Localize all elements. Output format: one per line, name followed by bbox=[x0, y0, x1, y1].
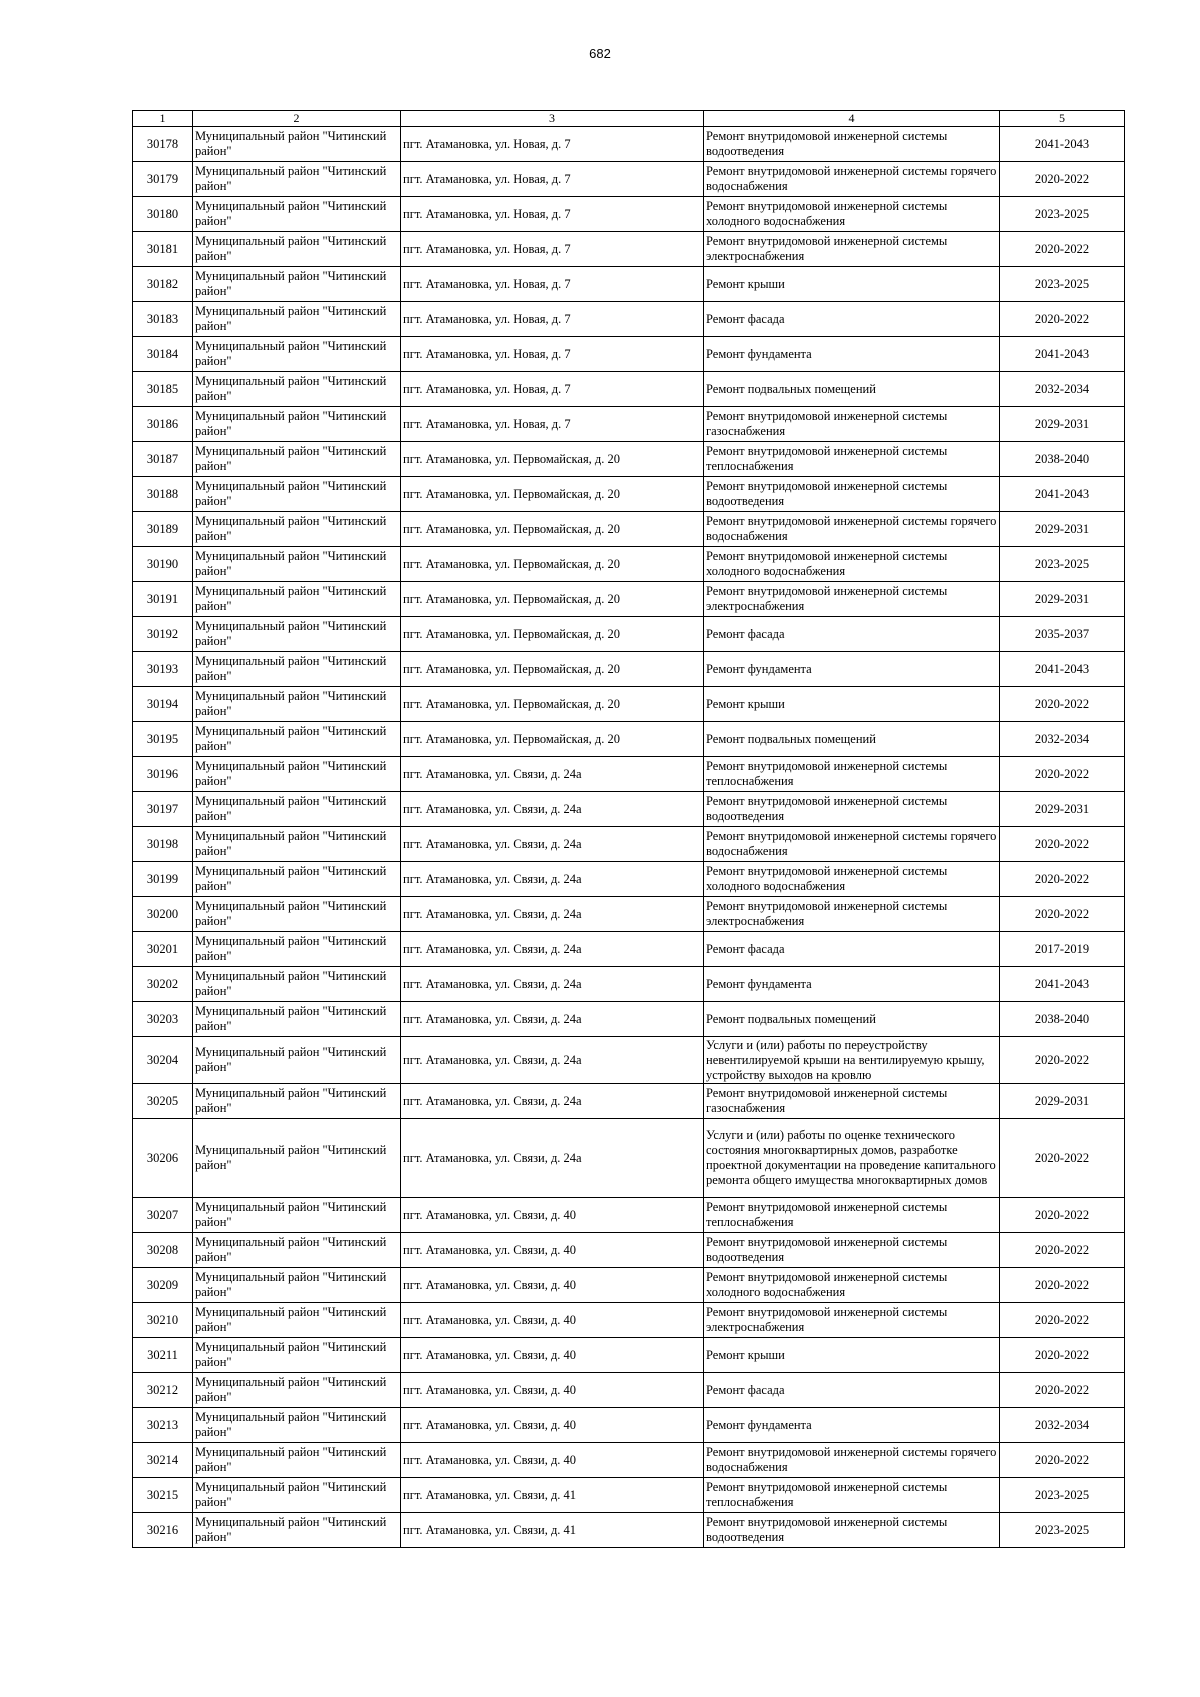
address-cell: пгт. Атамановка, ул. Связи, д. 24а bbox=[401, 1119, 704, 1198]
address-cell: пгт. Атамановка, ул. Первомайская, д. 20 bbox=[401, 547, 704, 582]
municipality-cell: Муниципальный район "Читинский район" bbox=[193, 897, 401, 932]
table-row bbox=[133, 197, 1125, 232]
table-header bbox=[133, 111, 1125, 127]
period-cell: 2020-2022 bbox=[1000, 827, 1125, 862]
table-row bbox=[133, 757, 1125, 792]
municipality-cell: Муниципальный район "Читинский район" bbox=[193, 442, 401, 477]
address-cell: пгт. Атамановка, ул. Новая, д. 7 bbox=[401, 232, 704, 267]
row-number-cell: 30201 bbox=[133, 932, 193, 967]
period-cell: 2020-2022 bbox=[1000, 1268, 1125, 1303]
table-row bbox=[133, 652, 1125, 687]
municipality-cell: Муниципальный район "Читинский район" bbox=[193, 1268, 401, 1303]
period-cell: 2032-2034 bbox=[1000, 722, 1125, 757]
municipality-cell: Муниципальный район "Читинский район" bbox=[193, 302, 401, 337]
municipality-cell: Муниципальный район "Читинский район" bbox=[193, 512, 401, 547]
row-number-cell: 30209 bbox=[133, 1268, 193, 1303]
period-cell: 2023-2025 bbox=[1000, 1478, 1125, 1513]
address-cell: пгт. Атамановка, ул. Первомайская, д. 20 bbox=[401, 512, 704, 547]
row-number-cell: 30199 bbox=[133, 862, 193, 897]
table-body bbox=[133, 127, 1125, 1548]
work-type-cell: Ремонт внутридомовой инженерной системы теплоснабжения bbox=[704, 1478, 1000, 1513]
municipality-cell: Муниципальный район "Читинский район" bbox=[193, 1443, 401, 1478]
table-row bbox=[133, 792, 1125, 827]
period-cell: 2020-2022 bbox=[1000, 162, 1125, 197]
table-row bbox=[133, 337, 1125, 372]
table-row bbox=[133, 442, 1125, 477]
municipality-cell: Муниципальный район "Читинский район" bbox=[193, 232, 401, 267]
period-cell: 2038-2040 bbox=[1000, 442, 1125, 477]
work-type-cell: Ремонт внутридомовой инженерной системы холодного водоснабжения bbox=[704, 862, 1000, 897]
row-number-cell: 30186 bbox=[133, 407, 193, 442]
municipality-cell: Муниципальный район "Читинский район" bbox=[193, 617, 401, 652]
work-type-cell: Ремонт внутридомовой инженерной системы теплоснабжения bbox=[704, 442, 1000, 477]
municipality-cell: Муниципальный район "Читинский район" bbox=[193, 1408, 401, 1443]
municipality-cell: Муниципальный район "Читинский район" bbox=[193, 932, 401, 967]
period-cell: 2020-2022 bbox=[1000, 1119, 1125, 1198]
row-number-cell: 30206 bbox=[133, 1119, 193, 1198]
period-cell: 2029-2031 bbox=[1000, 512, 1125, 547]
period-cell: 2020-2022 bbox=[1000, 687, 1125, 722]
address-cell: пгт. Атамановка, ул. Первомайская, д. 20 bbox=[401, 617, 704, 652]
row-number-cell: 30213 bbox=[133, 1408, 193, 1443]
municipality-cell: Муниципальный район "Читинский район" bbox=[193, 407, 401, 442]
period-cell: 2020-2022 bbox=[1000, 897, 1125, 932]
address-cell: пгт. Атамановка, ул. Связи, д. 41 bbox=[401, 1478, 704, 1513]
work-type-cell: Ремонт подвальных помещений bbox=[704, 722, 1000, 757]
municipality-cell: Муниципальный район "Читинский район" bbox=[193, 1119, 401, 1198]
table-row bbox=[133, 1408, 1125, 1443]
row-number-cell: 30193 bbox=[133, 652, 193, 687]
address-cell: пгт. Атамановка, ул. Новая, д. 7 bbox=[401, 337, 704, 372]
address-cell: пгт. Атамановка, ул. Связи, д. 40 bbox=[401, 1303, 704, 1338]
work-type-cell: Ремонт фундамента bbox=[704, 967, 1000, 1002]
municipality-cell: Муниципальный район "Читинский район" bbox=[193, 792, 401, 827]
address-cell: пгт. Атамановка, ул. Первомайская, д. 20 bbox=[401, 477, 704, 512]
row-number-cell: 30214 bbox=[133, 1443, 193, 1478]
address-cell: пгт. Атамановка, ул. Новая, д. 7 bbox=[401, 267, 704, 302]
table-row bbox=[133, 827, 1125, 862]
row-number-cell: 30188 bbox=[133, 477, 193, 512]
work-type-cell: Ремонт внутридомовой инженерной системы холодного водоснабжения bbox=[704, 547, 1000, 582]
row-number-cell: 30195 bbox=[133, 722, 193, 757]
table-row bbox=[133, 617, 1125, 652]
work-type-cell: Ремонт внутридомовой инженерной системы холодного водоснабжения bbox=[704, 1268, 1000, 1303]
municipality-cell: Муниципальный район "Читинский район" bbox=[193, 372, 401, 407]
work-type-cell: Ремонт крыши bbox=[704, 687, 1000, 722]
work-type-cell: Ремонт фасада bbox=[704, 302, 1000, 337]
address-cell: пгт. Атамановка, ул. Связи, д. 40 bbox=[401, 1268, 704, 1303]
row-number-cell: 30194 bbox=[133, 687, 193, 722]
municipality-cell: Муниципальный район "Читинский район" bbox=[193, 1002, 401, 1037]
municipality-cell: Муниципальный район "Читинский район" bbox=[193, 862, 401, 897]
period-cell: 2032-2034 bbox=[1000, 1408, 1125, 1443]
period-cell: 2023-2025 bbox=[1000, 1513, 1125, 1548]
table-row bbox=[133, 1119, 1125, 1198]
period-cell: 2023-2025 bbox=[1000, 267, 1125, 302]
municipality-cell: Муниципальный район "Читинский район" bbox=[193, 1478, 401, 1513]
table-row bbox=[133, 862, 1125, 897]
municipality-cell: Муниципальный район "Читинский район" bbox=[193, 547, 401, 582]
row-number-cell: 30207 bbox=[133, 1198, 193, 1233]
address-cell: пгт. Атамановка, ул. Первомайская, д. 20 bbox=[401, 442, 704, 477]
header-cell-5: 5 bbox=[1000, 111, 1125, 127]
period-cell: 2020-2022 bbox=[1000, 1373, 1125, 1408]
period-cell: 2029-2031 bbox=[1000, 582, 1125, 617]
municipality-cell: Муниципальный район "Читинский район" bbox=[193, 827, 401, 862]
table-row bbox=[133, 582, 1125, 617]
table-row bbox=[133, 162, 1125, 197]
work-type-cell: Ремонт внутридомовой инженерной системы электроснабжения bbox=[704, 897, 1000, 932]
work-type-cell: Ремонт внутридомовой инженерной системы водоотведения bbox=[704, 127, 1000, 162]
period-cell: 2020-2022 bbox=[1000, 1303, 1125, 1338]
table-row bbox=[133, 897, 1125, 932]
period-cell: 2020-2022 bbox=[1000, 302, 1125, 337]
address-cell: пгт. Атамановка, ул. Связи, д. 24а bbox=[401, 827, 704, 862]
table-row bbox=[133, 267, 1125, 302]
address-cell: пгт. Атамановка, ул. Первомайская, д. 20 bbox=[401, 582, 704, 617]
table-row bbox=[133, 1373, 1125, 1408]
work-type-cell: Ремонт внутридомовой инженерной системы электроснабжения bbox=[704, 232, 1000, 267]
municipality-cell: Муниципальный район "Читинский район" bbox=[193, 582, 401, 617]
header-cell-3: 3 bbox=[401, 111, 704, 127]
work-type-cell: Услуги и (или) работы по переустройству невентилируемой крыши на вентилируемую крышу, устройству выходов на кровлю bbox=[704, 1037, 1000, 1084]
row-number-cell: 30208 bbox=[133, 1233, 193, 1268]
work-type-cell: Ремонт подвальных помещений bbox=[704, 372, 1000, 407]
address-cell: пгт. Атамановка, ул. Новая, д. 7 bbox=[401, 407, 704, 442]
row-number-cell: 30178 bbox=[133, 127, 193, 162]
municipality-cell: Муниципальный район "Читинский район" bbox=[193, 687, 401, 722]
work-type-cell: Ремонт внутридомовой инженерной системы водоотведения bbox=[704, 1513, 1000, 1548]
work-type-cell: Ремонт крыши bbox=[704, 1338, 1000, 1373]
period-cell: 2029-2031 bbox=[1000, 407, 1125, 442]
period-cell: 2029-2031 bbox=[1000, 1084, 1125, 1119]
work-type-cell: Ремонт внутридомовой инженерной системы горячего водоснабжения bbox=[704, 827, 1000, 862]
period-cell: 2038-2040 bbox=[1000, 1002, 1125, 1037]
table-row bbox=[133, 932, 1125, 967]
address-cell: пгт. Атамановка, ул. Связи, д. 40 bbox=[401, 1198, 704, 1233]
address-cell: пгт. Атамановка, ул. Первомайская, д. 20 bbox=[401, 652, 704, 687]
row-number-cell: 30196 bbox=[133, 757, 193, 792]
page-number: 682 bbox=[589, 46, 611, 61]
header-cell-2: 2 bbox=[193, 111, 401, 127]
period-cell: 2041-2043 bbox=[1000, 127, 1125, 162]
address-cell: пгт. Атамановка, ул. Связи, д. 40 bbox=[401, 1233, 704, 1268]
row-number-cell: 30210 bbox=[133, 1303, 193, 1338]
work-type-cell: Ремонт фундамента bbox=[704, 652, 1000, 687]
period-cell: 2041-2043 bbox=[1000, 337, 1125, 372]
table-row bbox=[133, 1443, 1125, 1478]
address-cell: пгт. Атамановка, ул. Связи, д. 24а bbox=[401, 932, 704, 967]
table-row bbox=[133, 127, 1125, 162]
address-cell: пгт. Атамановка, ул. Связи, д. 24а bbox=[401, 1084, 704, 1119]
municipality-cell: Муниципальный район "Читинский район" bbox=[193, 1303, 401, 1338]
period-cell: 2032-2034 bbox=[1000, 372, 1125, 407]
header-cell-1: 1 bbox=[133, 111, 193, 127]
work-type-cell: Ремонт внутридомовой инженерной системы газоснабжения bbox=[704, 1084, 1000, 1119]
address-cell: пгт. Атамановка, ул. Новая, д. 7 bbox=[401, 127, 704, 162]
work-type-cell: Ремонт внутридомовой инженерной системы газоснабжения bbox=[704, 407, 1000, 442]
address-cell: пгт. Атамановка, ул. Первомайская, д. 20 bbox=[401, 722, 704, 757]
municipality-cell: Муниципальный район "Читинский район" bbox=[193, 722, 401, 757]
row-number-cell: 30200 bbox=[133, 897, 193, 932]
address-cell: пгт. Атамановка, ул. Новая, д. 7 bbox=[401, 302, 704, 337]
table-row bbox=[133, 1303, 1125, 1338]
work-type-cell: Ремонт внутридомовой инженерной системы горячего водоснабжения bbox=[704, 162, 1000, 197]
row-number-cell: 30185 bbox=[133, 372, 193, 407]
period-cell: 2020-2022 bbox=[1000, 1233, 1125, 1268]
table-row bbox=[133, 1198, 1125, 1233]
address-cell: пгт. Атамановка, ул. Связи, д. 40 bbox=[401, 1408, 704, 1443]
row-number-cell: 30215 bbox=[133, 1478, 193, 1513]
work-type-cell: Ремонт внутридомовой инженерной системы теплоснабжения bbox=[704, 1198, 1000, 1233]
municipality-cell: Муниципальный район "Читинский район" bbox=[193, 1037, 401, 1084]
period-cell: 2020-2022 bbox=[1000, 232, 1125, 267]
table-row bbox=[133, 1002, 1125, 1037]
row-number-cell: 30192 bbox=[133, 617, 193, 652]
table-row bbox=[133, 232, 1125, 267]
header-cell-4: 4 bbox=[704, 111, 1000, 127]
work-type-cell: Ремонт внутридомовой инженерной системы водоотведения bbox=[704, 792, 1000, 827]
period-cell: 2020-2022 bbox=[1000, 757, 1125, 792]
row-number-cell: 30212 bbox=[133, 1373, 193, 1408]
row-number-cell: 30184 bbox=[133, 337, 193, 372]
row-number-cell: 30205 bbox=[133, 1084, 193, 1119]
period-cell: 2020-2022 bbox=[1000, 1338, 1125, 1373]
work-type-cell: Ремонт внутридомовой инженерной системы водоотведения bbox=[704, 477, 1000, 512]
work-type-cell: Ремонт внутридомовой инженерной системы теплоснабжения bbox=[704, 757, 1000, 792]
address-cell: пгт. Атамановка, ул. Связи, д. 24а bbox=[401, 1037, 704, 1084]
address-cell: пгт. Атамановка, ул. Связи, д. 24а bbox=[401, 1002, 704, 1037]
municipality-cell: Муниципальный район "Читинский район" bbox=[193, 197, 401, 232]
work-type-cell: Ремонт фундамента bbox=[704, 1408, 1000, 1443]
table-row bbox=[133, 1478, 1125, 1513]
table-row bbox=[133, 1037, 1125, 1084]
work-type-cell: Ремонт внутридомовой инженерной системы горячего водоснабжения bbox=[704, 1443, 1000, 1478]
table-row bbox=[133, 302, 1125, 337]
row-number-cell: 30211 bbox=[133, 1338, 193, 1373]
period-cell: 2017-2019 bbox=[1000, 932, 1125, 967]
address-cell: пгт. Атамановка, ул. Связи, д. 24а bbox=[401, 757, 704, 792]
row-number-cell: 30202 bbox=[133, 967, 193, 1002]
address-cell: пгт. Атамановка, ул. Связи, д. 41 bbox=[401, 1513, 704, 1548]
work-type-cell: Ремонт внутридомовой инженерной системы горячего водоснабжения bbox=[704, 512, 1000, 547]
row-number-cell: 30183 bbox=[133, 302, 193, 337]
work-type-cell: Ремонт внутридомовой инженерной системы холодного водоснабжения bbox=[704, 197, 1000, 232]
municipality-cell: Муниципальный район "Читинский район" bbox=[193, 1198, 401, 1233]
period-cell: 2023-2025 bbox=[1000, 197, 1125, 232]
period-cell: 2035-2037 bbox=[1000, 617, 1125, 652]
municipality-cell: Муниципальный район "Читинский район" bbox=[193, 1233, 401, 1268]
municipality-cell: Муниципальный район "Читинский район" bbox=[193, 652, 401, 687]
row-number-cell: 30189 bbox=[133, 512, 193, 547]
work-type-cell: Ремонт фасада bbox=[704, 932, 1000, 967]
period-cell: 2020-2022 bbox=[1000, 862, 1125, 897]
address-cell: пгт. Атамановка, ул. Связи, д. 40 bbox=[401, 1373, 704, 1408]
row-number-cell: 30190 bbox=[133, 547, 193, 582]
address-cell: пгт. Атамановка, ул. Новая, д. 7 bbox=[401, 372, 704, 407]
row-number-cell: 30179 bbox=[133, 162, 193, 197]
address-cell: пгт. Атамановка, ул. Новая, д. 7 bbox=[401, 197, 704, 232]
row-number-cell: 30180 bbox=[133, 197, 193, 232]
row-number-cell: 30182 bbox=[133, 267, 193, 302]
table-row bbox=[133, 372, 1125, 407]
table-row bbox=[133, 477, 1125, 512]
work-type-cell: Ремонт фасада bbox=[704, 617, 1000, 652]
period-cell: 2041-2043 bbox=[1000, 477, 1125, 512]
row-number-cell: 30203 bbox=[133, 1002, 193, 1037]
address-cell: пгт. Атамановка, ул. Связи, д. 40 bbox=[401, 1338, 704, 1373]
municipality-cell: Муниципальный район "Читинский район" bbox=[193, 127, 401, 162]
period-cell: 2041-2043 bbox=[1000, 652, 1125, 687]
table-row bbox=[133, 1338, 1125, 1373]
row-number-cell: 30191 bbox=[133, 582, 193, 617]
table-row bbox=[133, 1513, 1125, 1548]
municipality-cell: Муниципальный район "Читинский район" bbox=[193, 1084, 401, 1119]
work-type-cell: Ремонт внутридомовой инженерной системы электроснабжения bbox=[704, 1303, 1000, 1338]
work-type-cell: Услуги и (или) работы по оценке технического состояния многоквартирных домов, разработке проектной документации на проведение капитального ремонта общего имущества многоквартирных домов bbox=[704, 1119, 1000, 1198]
work-type-cell: Ремонт крыши bbox=[704, 267, 1000, 302]
header-row bbox=[133, 111, 1125, 127]
municipality-cell: Муниципальный район "Читинский район" bbox=[193, 337, 401, 372]
table-row bbox=[133, 407, 1125, 442]
period-cell: 2041-2043 bbox=[1000, 967, 1125, 1002]
table-row bbox=[133, 1084, 1125, 1119]
row-number-cell: 30181 bbox=[133, 232, 193, 267]
municipality-cell: Муниципальный район "Читинский район" bbox=[193, 757, 401, 792]
municipality-cell: Муниципальный район "Читинский район" bbox=[193, 1513, 401, 1548]
work-type-cell: Ремонт внутридомовой инженерной системы водоотведения bbox=[704, 1233, 1000, 1268]
table-row bbox=[133, 722, 1125, 757]
row-number-cell: 30198 bbox=[133, 827, 193, 862]
address-cell: пгт. Атамановка, ул. Связи, д. 40 bbox=[401, 1443, 704, 1478]
period-cell: 2020-2022 bbox=[1000, 1037, 1125, 1084]
work-type-cell: Ремонт фасада bbox=[704, 1373, 1000, 1408]
row-number-cell: 30197 bbox=[133, 792, 193, 827]
table-row bbox=[133, 687, 1125, 722]
municipality-cell: Муниципальный район "Читинский район" bbox=[193, 162, 401, 197]
municipality-cell: Муниципальный район "Читинский район" bbox=[193, 1338, 401, 1373]
table-row bbox=[133, 967, 1125, 1002]
period-cell: 2029-2031 bbox=[1000, 792, 1125, 827]
work-type-cell: Ремонт подвальных помещений bbox=[704, 1002, 1000, 1037]
address-cell: пгт. Атамановка, ул. Связи, д. 24а bbox=[401, 862, 704, 897]
address-cell: пгт. Атамановка, ул. Связи, д. 24а bbox=[401, 792, 704, 827]
municipality-cell: Муниципальный район "Читинский район" bbox=[193, 267, 401, 302]
work-type-cell: Ремонт внутридомовой инженерной системы электроснабжения bbox=[704, 582, 1000, 617]
address-cell: пгт. Атамановка, ул. Первомайская, д. 20 bbox=[401, 687, 704, 722]
repair-schedule-table bbox=[132, 110, 1125, 1548]
municipality-cell: Муниципальный район "Читинский район" bbox=[193, 1373, 401, 1408]
row-number-cell: 30187 bbox=[133, 442, 193, 477]
period-cell: 2020-2022 bbox=[1000, 1198, 1125, 1233]
address-cell: пгт. Атамановка, ул. Связи, д. 24а bbox=[401, 897, 704, 932]
table-row bbox=[133, 1233, 1125, 1268]
period-cell: 2023-2025 bbox=[1000, 547, 1125, 582]
table-row bbox=[133, 547, 1125, 582]
row-number-cell: 30204 bbox=[133, 1037, 193, 1084]
row-number-cell: 30216 bbox=[133, 1513, 193, 1548]
address-cell: пгт. Атамановка, ул. Связи, д. 24а bbox=[401, 967, 704, 1002]
municipality-cell: Муниципальный район "Читинский район" bbox=[193, 967, 401, 1002]
municipality-cell: Муниципальный район "Читинский район" bbox=[193, 477, 401, 512]
period-cell: 2020-2022 bbox=[1000, 1443, 1125, 1478]
work-type-cell: Ремонт фундамента bbox=[704, 337, 1000, 372]
address-cell: пгт. Атамановка, ул. Новая, д. 7 bbox=[401, 162, 704, 197]
table-row bbox=[133, 1268, 1125, 1303]
table-row bbox=[133, 512, 1125, 547]
